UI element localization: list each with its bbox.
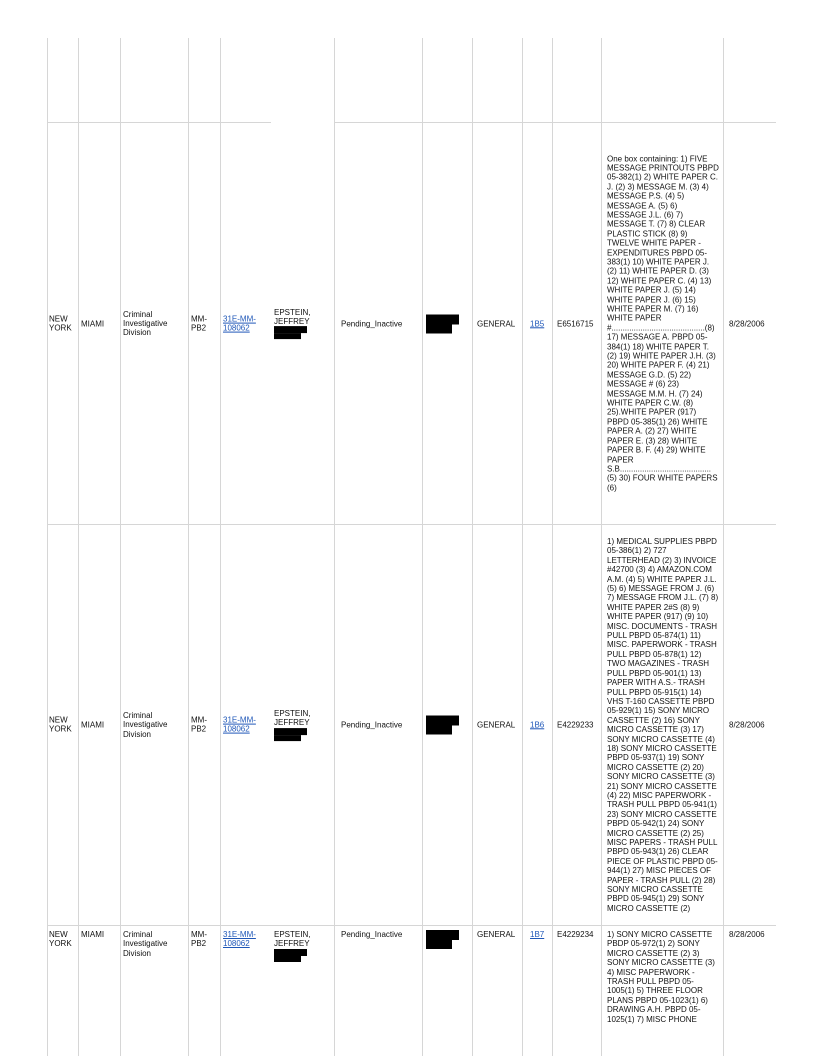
- subject-cell: [274, 308, 330, 340]
- field-office-cell: MIAMI: [81, 930, 105, 939]
- subject-name: EPSTEIN, JEFFREY: [274, 307, 311, 326]
- division-cell: Criminal Investigative Division: [123, 309, 168, 338]
- redacted-cell: [426, 930, 460, 949]
- category-cell: GENERAL: [477, 930, 516, 939]
- date-cell: 8/28/2006: [729, 720, 765, 730]
- ro-code-cell: MM-PB2: [191, 930, 207, 949]
- field-office-cell: MIAMI: [81, 720, 105, 730]
- table-row: [0, 525, 816, 925]
- item-link[interactable]: 1B5: [530, 318, 545, 328]
- ro-code-cell: MM-PB2: [191, 314, 207, 333]
- field-office-cell: MIAMI: [81, 318, 105, 328]
- description-cell: One box containing: 1) FIVE MESSAGE PRINTOUTS PBPD 05-382(1) 2) WHITE PAPER C. J. (2) 3) MESSAGE M. (3) 4) MESSAGE P.S. (4) 5) MESSAGE A. (5) 6) MESSAGE J.L. (6) 7) MESSAGE T. (7) 8) CLEAR PLASTIC STICK (8) 9) TWELVE WHITE PAPER - EXPENDITURES PBPD 05-383(1) 10) WHITE PAPER J. (2) 11) WHITE PAPER D. (3) 12) WHITE PAPER C. (4) 13) WHITE PAPER J. (5) 14) WHITE PAPER J. (6) 15) WHITE PAPER M. (7) 16) WHITE PAPER #..........................................(8) 17) MESSAGE A. PBPD 05-384(1) 18) WHITE PAPER T. (2) 19) WHITE PAPER J.H. (3) 20) WHITE PAPER F. (4) 21) MESSAGE G.D. (5) 22) MESSAGE # (6) 23) MESSAGE M.M. H. (7) 24) WHITE PAPER C.W. (8) 25).WHITE PAPER (917) PBPD 05-385(1) 26) WHITE PAPER A. (2) 27) WHITE PAPER E. (3) 28) WHITE PAPER B. F. (4) 29) WHITE PAPER S.B.........................................(5) 30) FOUR WHITE PAPERS (6): [607, 154, 719, 493]
- category-cell: GENERAL: [477, 720, 516, 730]
- status-cell: Pending_Inactive: [341, 720, 403, 730]
- redaction-block: [426, 726, 452, 735]
- description-cell: 1) MEDICAL SUPPLIES PBPD 05-386(1) 2) 727 LETTERHEAD (2) 3) INVOICE #42700 (3) 4) AMAZON.COM A.M. (4) 5) WHITE PAPER J.L. (5) 6) MESSAGE FROM J. (6) 7) MESSAGE FROM J.L. (7) 8) WHITE PAPER 2#S (8) 9) WHITE PAPER (917) (9) 10) MISC. DOCUMENTS - TRASH PULL PBPD 05-874(1) 11) MISC. PAPERWORK - TRASH PULL PBPD 05-878(1) 12) TWO MAGAZINES - TRASH PULL PBPD 05-901(1) 13) PAPER WITH A.S.- TRASH PULL PBPD 05-915(1) 14) VHS T-160 CASSETTE PBPD 05-929(1) 15) SONY MICRO CASSETTE (2) 16) SONY MICRO CASSETTE (3) 17) SONY MICRO CASSETTE (4) 18) SONY MICRO CASSETTE PBPD 05-937(1) 19) SONY MICRO CASSETTE (2) 20) SONY MICRO CASSETTE (3) 21) SONY MICRO CASSETTE (4) 22) MISC PAPERWORK - TRASH PULL PBPD 05-941(1) 23) SONY MICRO CASSETTE PBPD 05-942(1) 24) SONY MICRO CASSETTE (2) 25) MISC PAPERS - TRASH PULL PBPD 05-943(1) 26) CLEAR PIECE OF PLASTIC PBPD 05-944(1) 27) MISC PIECES OF PAPER - TRASH PULL (2) 28) SONY MICRO CASSETTE PBPD 05-945(1) 29) SONY MICRO CASSETTE (2): [607, 536, 719, 913]
- case-number-link[interactable]: 31E-MM-108062: [223, 314, 256, 333]
- redaction-block: [426, 930, 459, 940]
- status-cell: Pending_Inactive: [341, 318, 403, 328]
- redaction-block: [274, 949, 307, 956]
- redaction-block: [274, 326, 307, 333]
- redaction-block: [426, 324, 452, 333]
- category-cell: GENERAL: [477, 318, 516, 328]
- redaction-block: [274, 735, 301, 741]
- division-cell: Criminal Investigative Division: [123, 710, 168, 739]
- date-cell: 8/28/2006: [729, 930, 765, 939]
- redaction-block: [274, 956, 301, 962]
- item-link[interactable]: 1B6: [530, 720, 545, 730]
- subject-cell: [274, 709, 330, 741]
- table-row: [0, 123, 816, 524]
- barcode-cell: E4229233: [557, 720, 594, 730]
- barcode-cell: E6516715: [557, 318, 594, 328]
- subject-cell: [274, 930, 330, 962]
- barcode-cell: E4229234: [557, 930, 594, 939]
- redaction-block: [274, 728, 307, 735]
- subject-name: EPSTEIN, JEFFREY: [274, 930, 311, 949]
- redacted-cell: [426, 314, 460, 333]
- redaction-block: [426, 716, 459, 726]
- subject-name: EPSTEIN, JEFFREY: [274, 709, 311, 728]
- division-cell: Criminal Investigative Division: [123, 930, 168, 958]
- description-cell: 1) SONY MICRO CASSETTE PBDP 05-972(1) 2) SONY MICRO CASSETTE (2) 3) SONY MICRO CASSETTE (3) 4) MISC PAPERWORK - TRASH PULL PBPD 05-1005(1) 5) THREE FLOOR PLANS PBPD 05-1023(1) 6) DRAWING A.H. PBPD 05-1025(1) 7) MISC PHONE: [607, 930, 715, 1024]
- office-cell: NEW YORK: [49, 930, 72, 949]
- table-row: [0, 926, 816, 1056]
- ro-code-cell: MM-PB2: [191, 715, 207, 734]
- redaction-block: [426, 314, 459, 324]
- redacted-cell: [426, 716, 460, 735]
- case-number-link[interactable]: 31E-MM-108062: [223, 930, 256, 949]
- office-cell: NEW YORK: [49, 715, 72, 734]
- status-cell: Pending_Inactive: [341, 930, 403, 939]
- case-number-link[interactable]: 31E-MM-108062: [223, 715, 256, 734]
- date-cell: 8/28/2006: [729, 318, 765, 328]
- office-cell: NEW YORK: [49, 314, 72, 333]
- item-link[interactable]: 1B7: [530, 930, 545, 939]
- redaction-block: [426, 940, 452, 949]
- redaction-block: [274, 333, 301, 339]
